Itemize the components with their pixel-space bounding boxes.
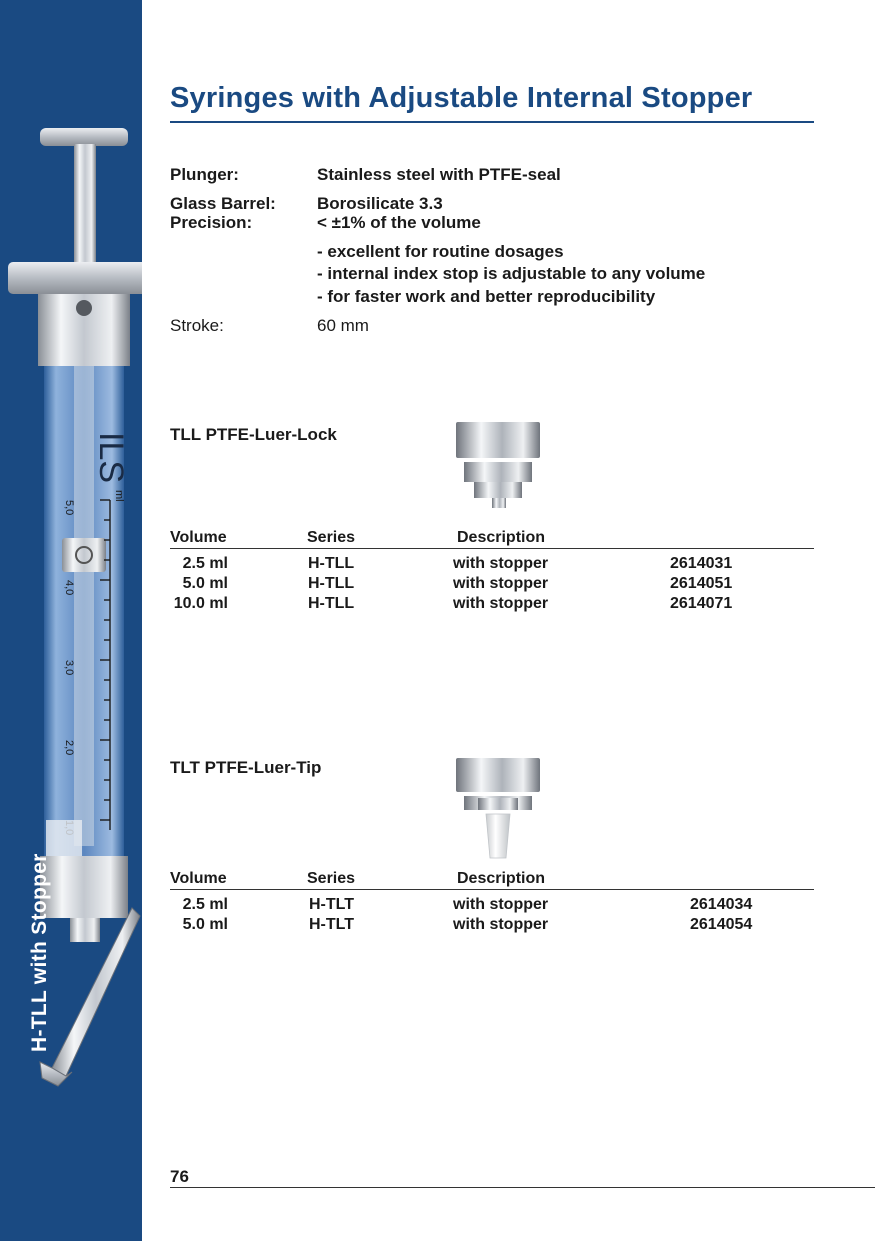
table-cell-volume: 2.5 ml bbox=[182, 555, 228, 572]
table-cell-code: 2614031 bbox=[670, 555, 733, 572]
scale-label: 2,0 bbox=[63, 740, 75, 756]
plunger-cap bbox=[40, 128, 128, 146]
scale-label: 3,0 bbox=[63, 660, 75, 676]
tlt-section-title: TLT PTFE-Luer-Tip bbox=[170, 758, 322, 777]
stroke-label: Stroke: bbox=[170, 316, 224, 335]
table-cell-code: 2614051 bbox=[670, 575, 733, 592]
precision-value: < ±1% of the volume bbox=[317, 213, 481, 232]
table-cell-description: with stopper bbox=[453, 896, 549, 913]
feature-item: - internal index stop is adjustable to any volume bbox=[317, 264, 706, 283]
table-cell-code: 2614034 bbox=[690, 896, 753, 913]
feature-item: - for faster work and better reproducibility bbox=[317, 287, 656, 306]
tlt-header-description: Description bbox=[457, 870, 546, 887]
page-number: 76 bbox=[170, 1167, 189, 1186]
table-cell-description: with stopper bbox=[453, 575, 549, 592]
plunger-rod bbox=[74, 144, 96, 264]
tll-header-series: Series bbox=[307, 529, 356, 546]
table-cell-volume: 10.0 ml bbox=[173, 595, 228, 612]
luer-tip bbox=[70, 918, 100, 942]
table-cell-series: H-TLL bbox=[308, 595, 355, 612]
tll-section-title: TLL PTFE-Luer-Lock bbox=[170, 425, 337, 444]
sidebar bbox=[0, 0, 142, 1241]
barrel-value: Borosilicate 3.3 bbox=[317, 194, 443, 213]
syringe-brand: ILS bbox=[92, 432, 130, 484]
luer-lock-adapter-icon bbox=[452, 420, 544, 512]
feature-item: - excellent for routine dosages bbox=[317, 242, 564, 261]
plunger-label: Plunger: bbox=[170, 165, 239, 184]
table-cell-code: 2614071 bbox=[670, 595, 733, 612]
scale-label: 5,0 bbox=[63, 500, 75, 516]
table-cell-volume: 5.0 ml bbox=[182, 575, 228, 592]
syringe-flange bbox=[8, 262, 142, 294]
table-cell-description: with stopper bbox=[453, 595, 549, 612]
plunger-value: Stainless steel with PTFE-seal bbox=[317, 165, 561, 184]
table-cell-series: H-TLL bbox=[308, 555, 355, 572]
tlt-header-series: Series bbox=[307, 870, 356, 887]
table-cell-code: 2614054 bbox=[690, 916, 753, 933]
table-cell-series: H-TLL bbox=[308, 575, 355, 592]
table-cell-series: H-TLT bbox=[309, 916, 355, 933]
footer-divider bbox=[170, 1187, 875, 1188]
set-screw-icon bbox=[76, 300, 92, 316]
barrel-label: Glass Barrel: bbox=[170, 194, 276, 213]
page-title: Syringes with Adjustable Internal Stopper bbox=[170, 82, 753, 114]
tlt-header-divider bbox=[170, 889, 814, 890]
sidebar-label: H-TLL with Stopper bbox=[28, 853, 51, 1052]
stroke-value: 60 mm bbox=[317, 316, 369, 335]
tll-header-volume: Volume bbox=[170, 529, 227, 546]
scale-unit: ml bbox=[113, 490, 125, 502]
luer-tip-adapter-icon bbox=[452, 756, 544, 860]
barrel-housing-bottom bbox=[40, 856, 128, 918]
table-cell-volume: 5.0 ml bbox=[182, 916, 228, 933]
tlt-header-volume: Volume bbox=[170, 870, 227, 887]
precision-label: Precision: bbox=[170, 213, 253, 232]
title-divider bbox=[170, 121, 814, 123]
internal-stopper bbox=[62, 538, 106, 572]
scale-label: 4,0 bbox=[63, 580, 75, 596]
table-cell-description: with stopper bbox=[453, 555, 549, 572]
table-cell-description: with stopper bbox=[453, 916, 549, 933]
tll-header-divider bbox=[170, 548, 814, 549]
syringe-illustration bbox=[0, 0, 142, 1241]
table-cell-series: H-TLT bbox=[309, 896, 355, 913]
table-cell-volume: 2.5 ml bbox=[182, 896, 228, 913]
tll-header-description: Description bbox=[457, 529, 546, 546]
